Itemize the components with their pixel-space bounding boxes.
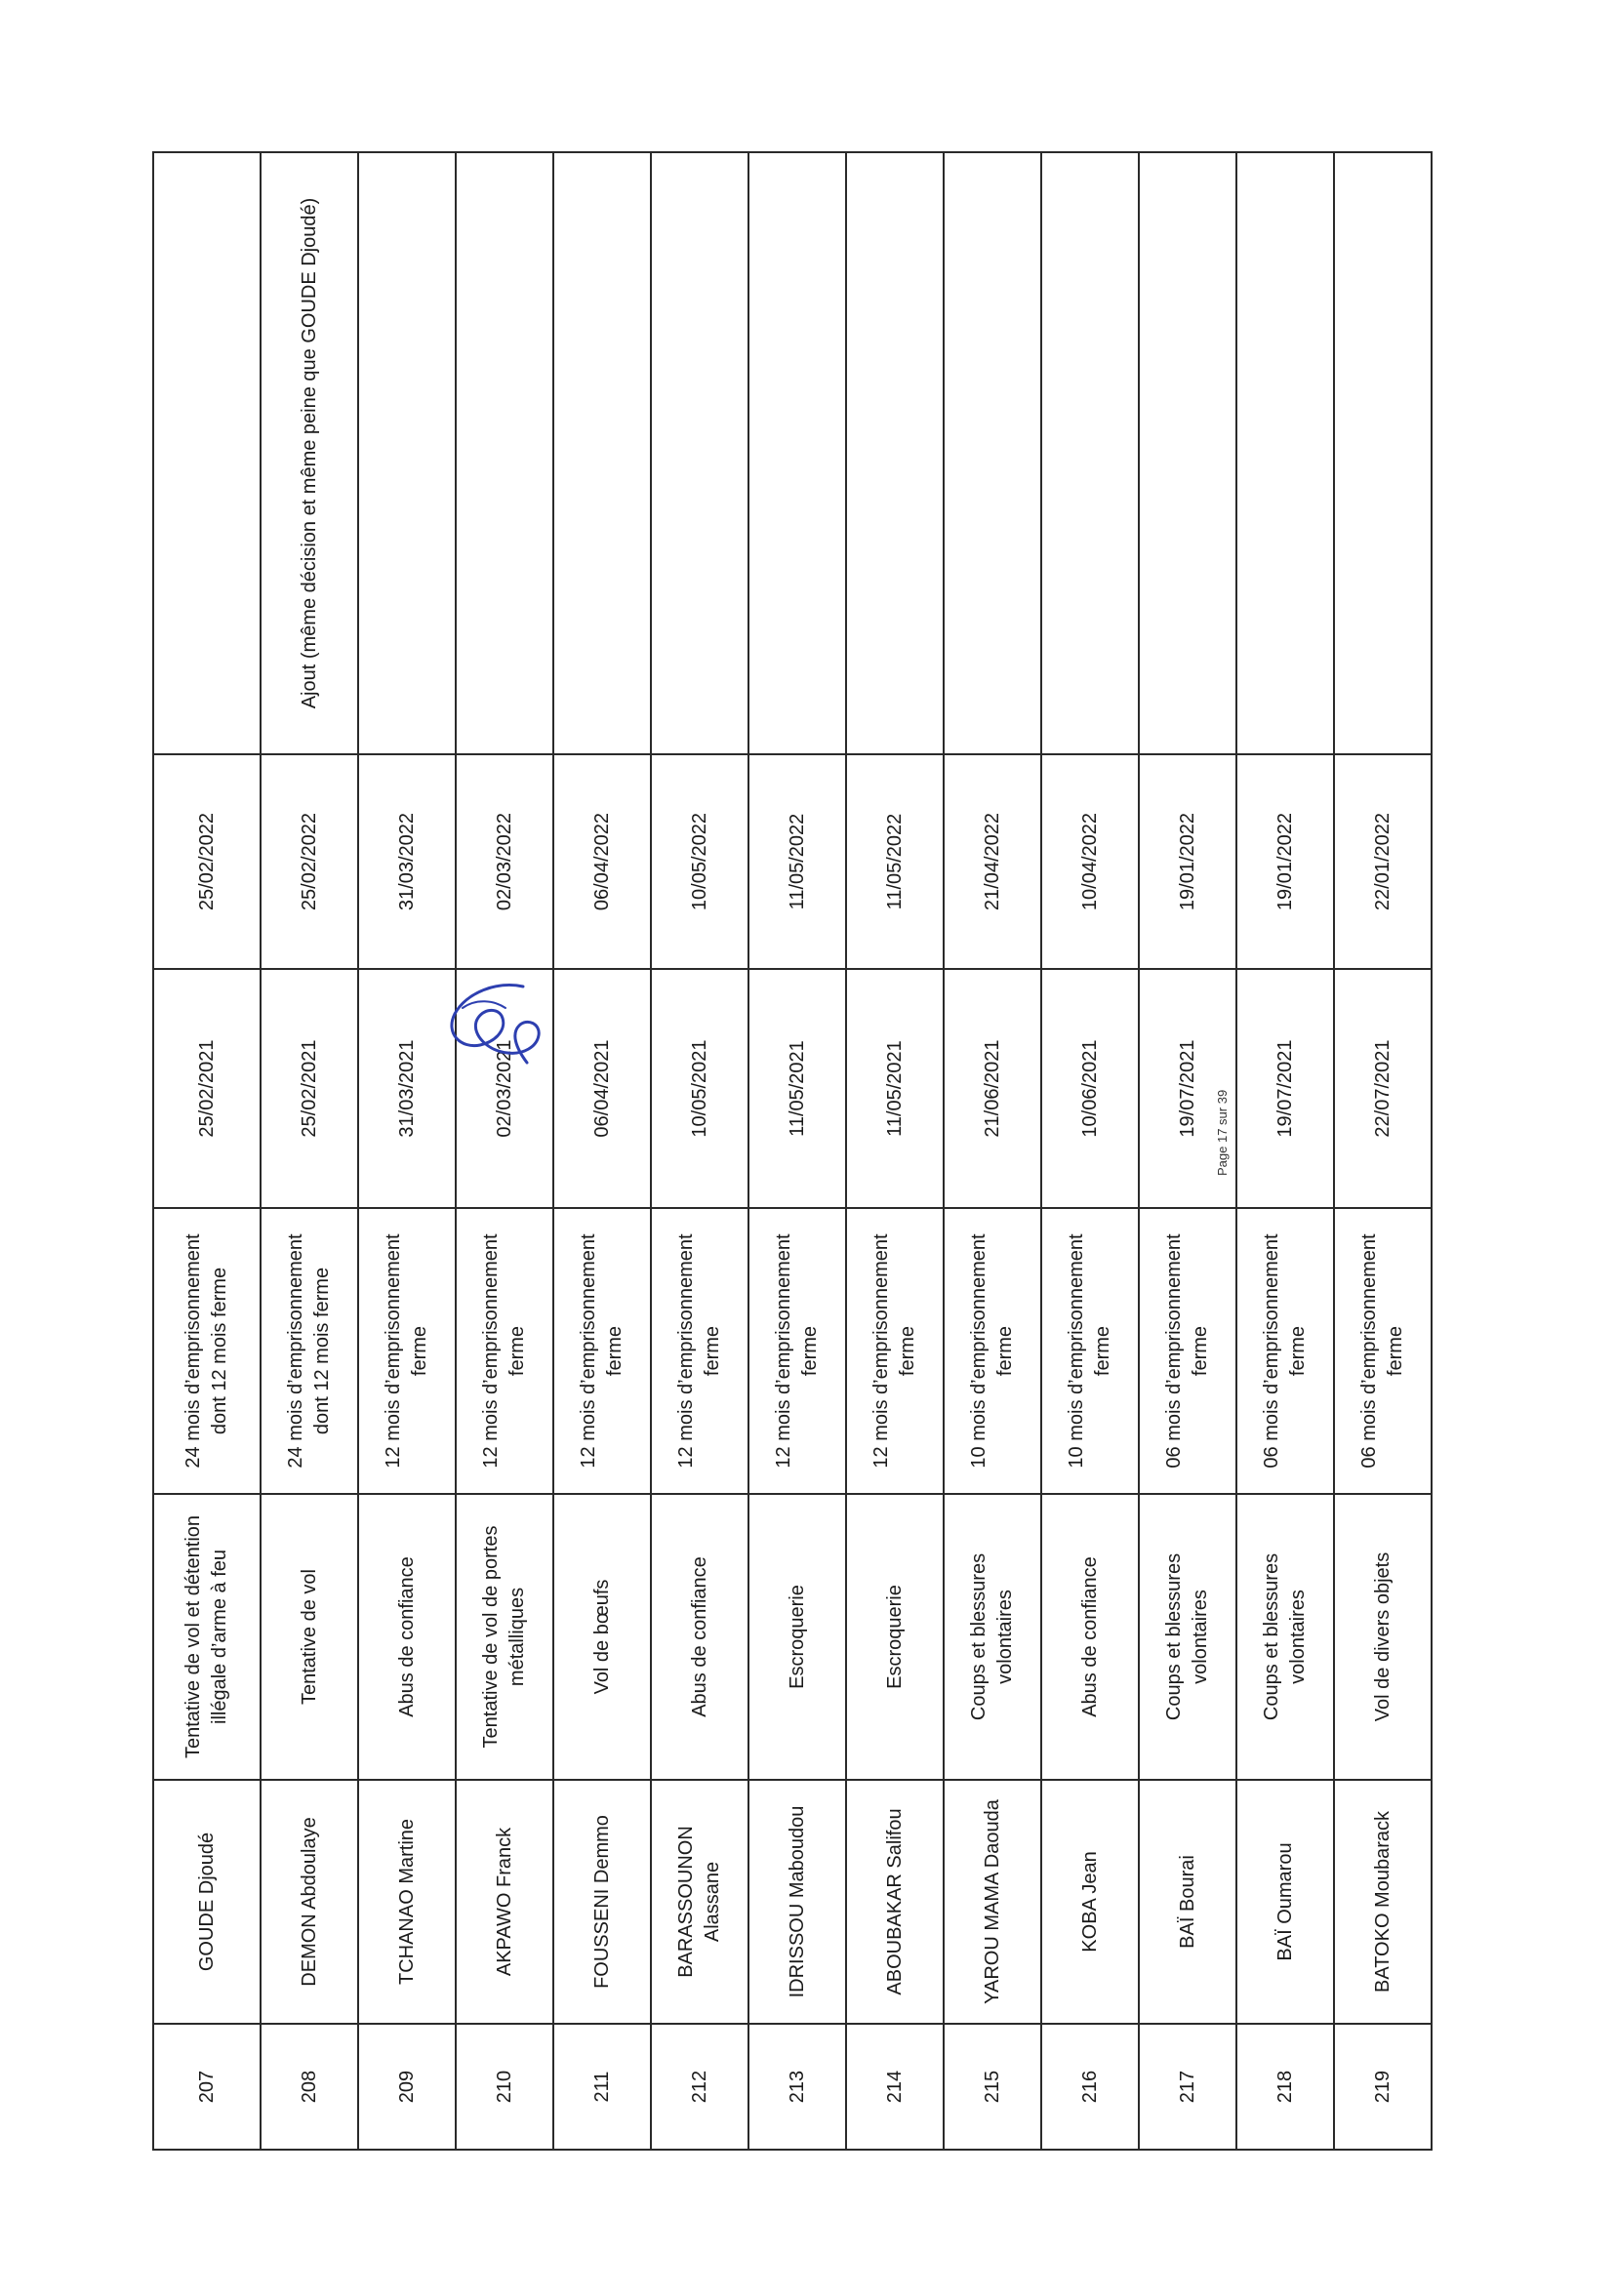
cell-offense: Tentative de vol de portes métalliques: [456, 1494, 553, 1780]
cell-date1: 10/06/2021: [1041, 969, 1139, 1208]
table-row: [944, 152, 1041, 2150]
cell-name: FOUSSENI Demmo: [553, 1780, 651, 2024]
cell-note: [553, 152, 651, 754]
cell-offense: Coups et blessures volontaires: [1139, 1494, 1236, 1780]
cell-sentence: 12 mois d’emprisonnement ferme: [358, 1208, 456, 1494]
cell-offense: Escroquerie: [748, 1494, 846, 1780]
table-row: [153, 152, 261, 2150]
cell-date1: 19/07/2021: [1236, 969, 1334, 1208]
cell-date1: 22/07/2021: [1334, 969, 1432, 1208]
cell-date1: 31/03/2021: [358, 969, 456, 1208]
cell-note: [358, 152, 456, 754]
cell-date2: 25/02/2022: [261, 754, 358, 969]
table-row: [651, 152, 748, 2150]
cell-offense: Abus de confiance: [358, 1494, 456, 1780]
cell-sentence: 24 mois d’emprisonnement dont 12 mois ferme: [261, 1208, 358, 1494]
cell-name: ABOUBAKAR Salifou: [846, 1780, 944, 2024]
table-row: [846, 152, 944, 2150]
cell-num: 209: [358, 2024, 456, 2150]
cell-offense: Vol de bœufs: [553, 1494, 651, 1780]
cell-num: 210: [456, 2024, 553, 2150]
cell-note: [846, 152, 944, 754]
cell-sentence: 12 mois d’emprisonnement ferme: [553, 1208, 651, 1494]
cell-note: [1139, 152, 1236, 754]
cell-offense: Escroquerie: [846, 1494, 944, 1780]
cell-date2: 25/02/2022: [153, 754, 261, 969]
cell-date2: 11/05/2022: [846, 754, 944, 969]
cell-date1: 06/04/2021: [553, 969, 651, 1208]
cell-sentence: 24 mois d’emprisonnement dont 12 mois ferme: [153, 1208, 261, 1494]
cell-date1: 11/05/2021: [748, 969, 846, 1208]
cell-date2: 19/01/2022: [1139, 754, 1236, 969]
cell-note: [456, 152, 553, 754]
cell-sentence: 06 mois d’emprisonnement ferme: [1139, 1208, 1236, 1494]
cell-sentence: 12 mois d’emprisonnement ferme: [748, 1208, 846, 1494]
cell-sentence: 12 mois d’emprisonnement ferme: [456, 1208, 553, 1494]
cell-date1: 10/05/2021: [651, 969, 748, 1208]
cell-offense: Abus de confiance: [651, 1494, 748, 1780]
cell-num: 219: [1334, 2024, 1432, 2150]
cell-date2: 21/04/2022: [944, 754, 1041, 969]
cell-num: 215: [944, 2024, 1041, 2150]
cell-name: AKPAWO Franck: [456, 1780, 553, 2024]
cell-note: [153, 152, 261, 754]
cell-note: [1236, 152, 1334, 754]
cell-date1: 02/03/2021: [456, 969, 553, 1208]
table-row: [261, 152, 358, 2150]
table-row: [1236, 152, 1334, 2150]
table-row: [456, 152, 553, 2150]
cell-name: BAÏ Bourai: [1139, 1780, 1236, 2024]
cell-date1: 25/02/2021: [261, 969, 358, 1208]
cell-date1: 19/07/2021: [1139, 969, 1236, 1208]
cell-offense: Tentative de vol et détention illégale d’arme à feu: [153, 1494, 261, 1780]
cell-name: BATOKO Moubarack: [1334, 1780, 1432, 2024]
page-number: Page 17 sur 39: [1215, 1089, 1230, 1176]
table-row: [748, 152, 846, 2150]
cell-name: IDRISSOU Maboudou: [748, 1780, 846, 2024]
cell-num: 207: [153, 2024, 261, 2150]
cell-sentence: 12 mois d’emprisonnement ferme: [651, 1208, 748, 1494]
cell-date2: 11/05/2022: [748, 754, 846, 969]
cell-name: GOUDE Djoudé: [153, 1780, 261, 2024]
cell-num: 217: [1139, 2024, 1236, 2150]
cell-name: BAÏ Oumarou: [1236, 1780, 1334, 2024]
cell-date2: 10/04/2022: [1041, 754, 1139, 969]
cell-num: 218: [1236, 2024, 1334, 2150]
table-row: [553, 152, 651, 2150]
cell-date1: 25/02/2021: [153, 969, 261, 1208]
cell-offense: Coups et blessures volontaires: [944, 1494, 1041, 1780]
cell-date2: 19/01/2022: [1236, 754, 1334, 969]
cell-offense: Abus de confiance: [1041, 1494, 1139, 1780]
cell-note: [1334, 152, 1432, 754]
cell-name: BARASSOUNON Alassane: [651, 1780, 748, 2024]
cell-num: 213: [748, 2024, 846, 2150]
cell-num: 214: [846, 2024, 944, 2150]
cell-date2: 02/03/2022: [456, 754, 553, 969]
cell-date2: 06/04/2022: [553, 754, 651, 969]
cell-sentence: 06 mois d’emprisonnement ferme: [1334, 1208, 1432, 1494]
cell-num: 212: [651, 2024, 748, 2150]
cell-note: [1041, 152, 1139, 754]
cell-date2: 22/01/2022: [1334, 754, 1432, 969]
cell-sentence: 12 mois d’emprisonnement ferme: [846, 1208, 944, 1494]
table-row: [1334, 152, 1432, 2150]
cell-num: 208: [261, 2024, 358, 2150]
cell-name: YAROU MAMA Daouda: [944, 1780, 1041, 2024]
cell-offense: Coups et blessures volontaires: [1236, 1494, 1334, 1780]
cell-num: 211: [553, 2024, 651, 2150]
cell-date2: 31/03/2022: [358, 754, 456, 969]
cell-note: [651, 152, 748, 754]
handwritten-signature-icon: [437, 979, 545, 1071]
cell-note: [944, 152, 1041, 754]
cell-date2: 10/05/2022: [651, 754, 748, 969]
cell-date1: 21/06/2021: [944, 969, 1041, 1208]
cell-sentence: 06 mois d’emprisonnement ferme: [1236, 1208, 1334, 1494]
rotated-register-table: [152, 153, 1431, 2151]
cell-num: 216: [1041, 2024, 1139, 2150]
cell-date1: 11/05/2021: [846, 969, 944, 1208]
cell-note: Ajout (même décision et même peine que GOUDE Djoudé): [261, 152, 358, 754]
cell-name: TCHANAO Martine: [358, 1780, 456, 2024]
table-row: [1041, 152, 1139, 2150]
cell-name: DEMON Abdoulaye: [261, 1780, 358, 2024]
cell-note: [748, 152, 846, 754]
cell-sentence: 10 mois d’emprisonnement ferme: [944, 1208, 1041, 1494]
table-row: [358, 152, 456, 2150]
cell-offense: Vol de divers objets: [1334, 1494, 1432, 1780]
detainee-table: [152, 151, 1433, 2151]
cell-name: KOBA Jean: [1041, 1780, 1139, 2024]
cell-offense: Tentative de vol: [261, 1494, 358, 1780]
cell-sentence: 10 mois d’emprisonnement ferme: [1041, 1208, 1139, 1494]
